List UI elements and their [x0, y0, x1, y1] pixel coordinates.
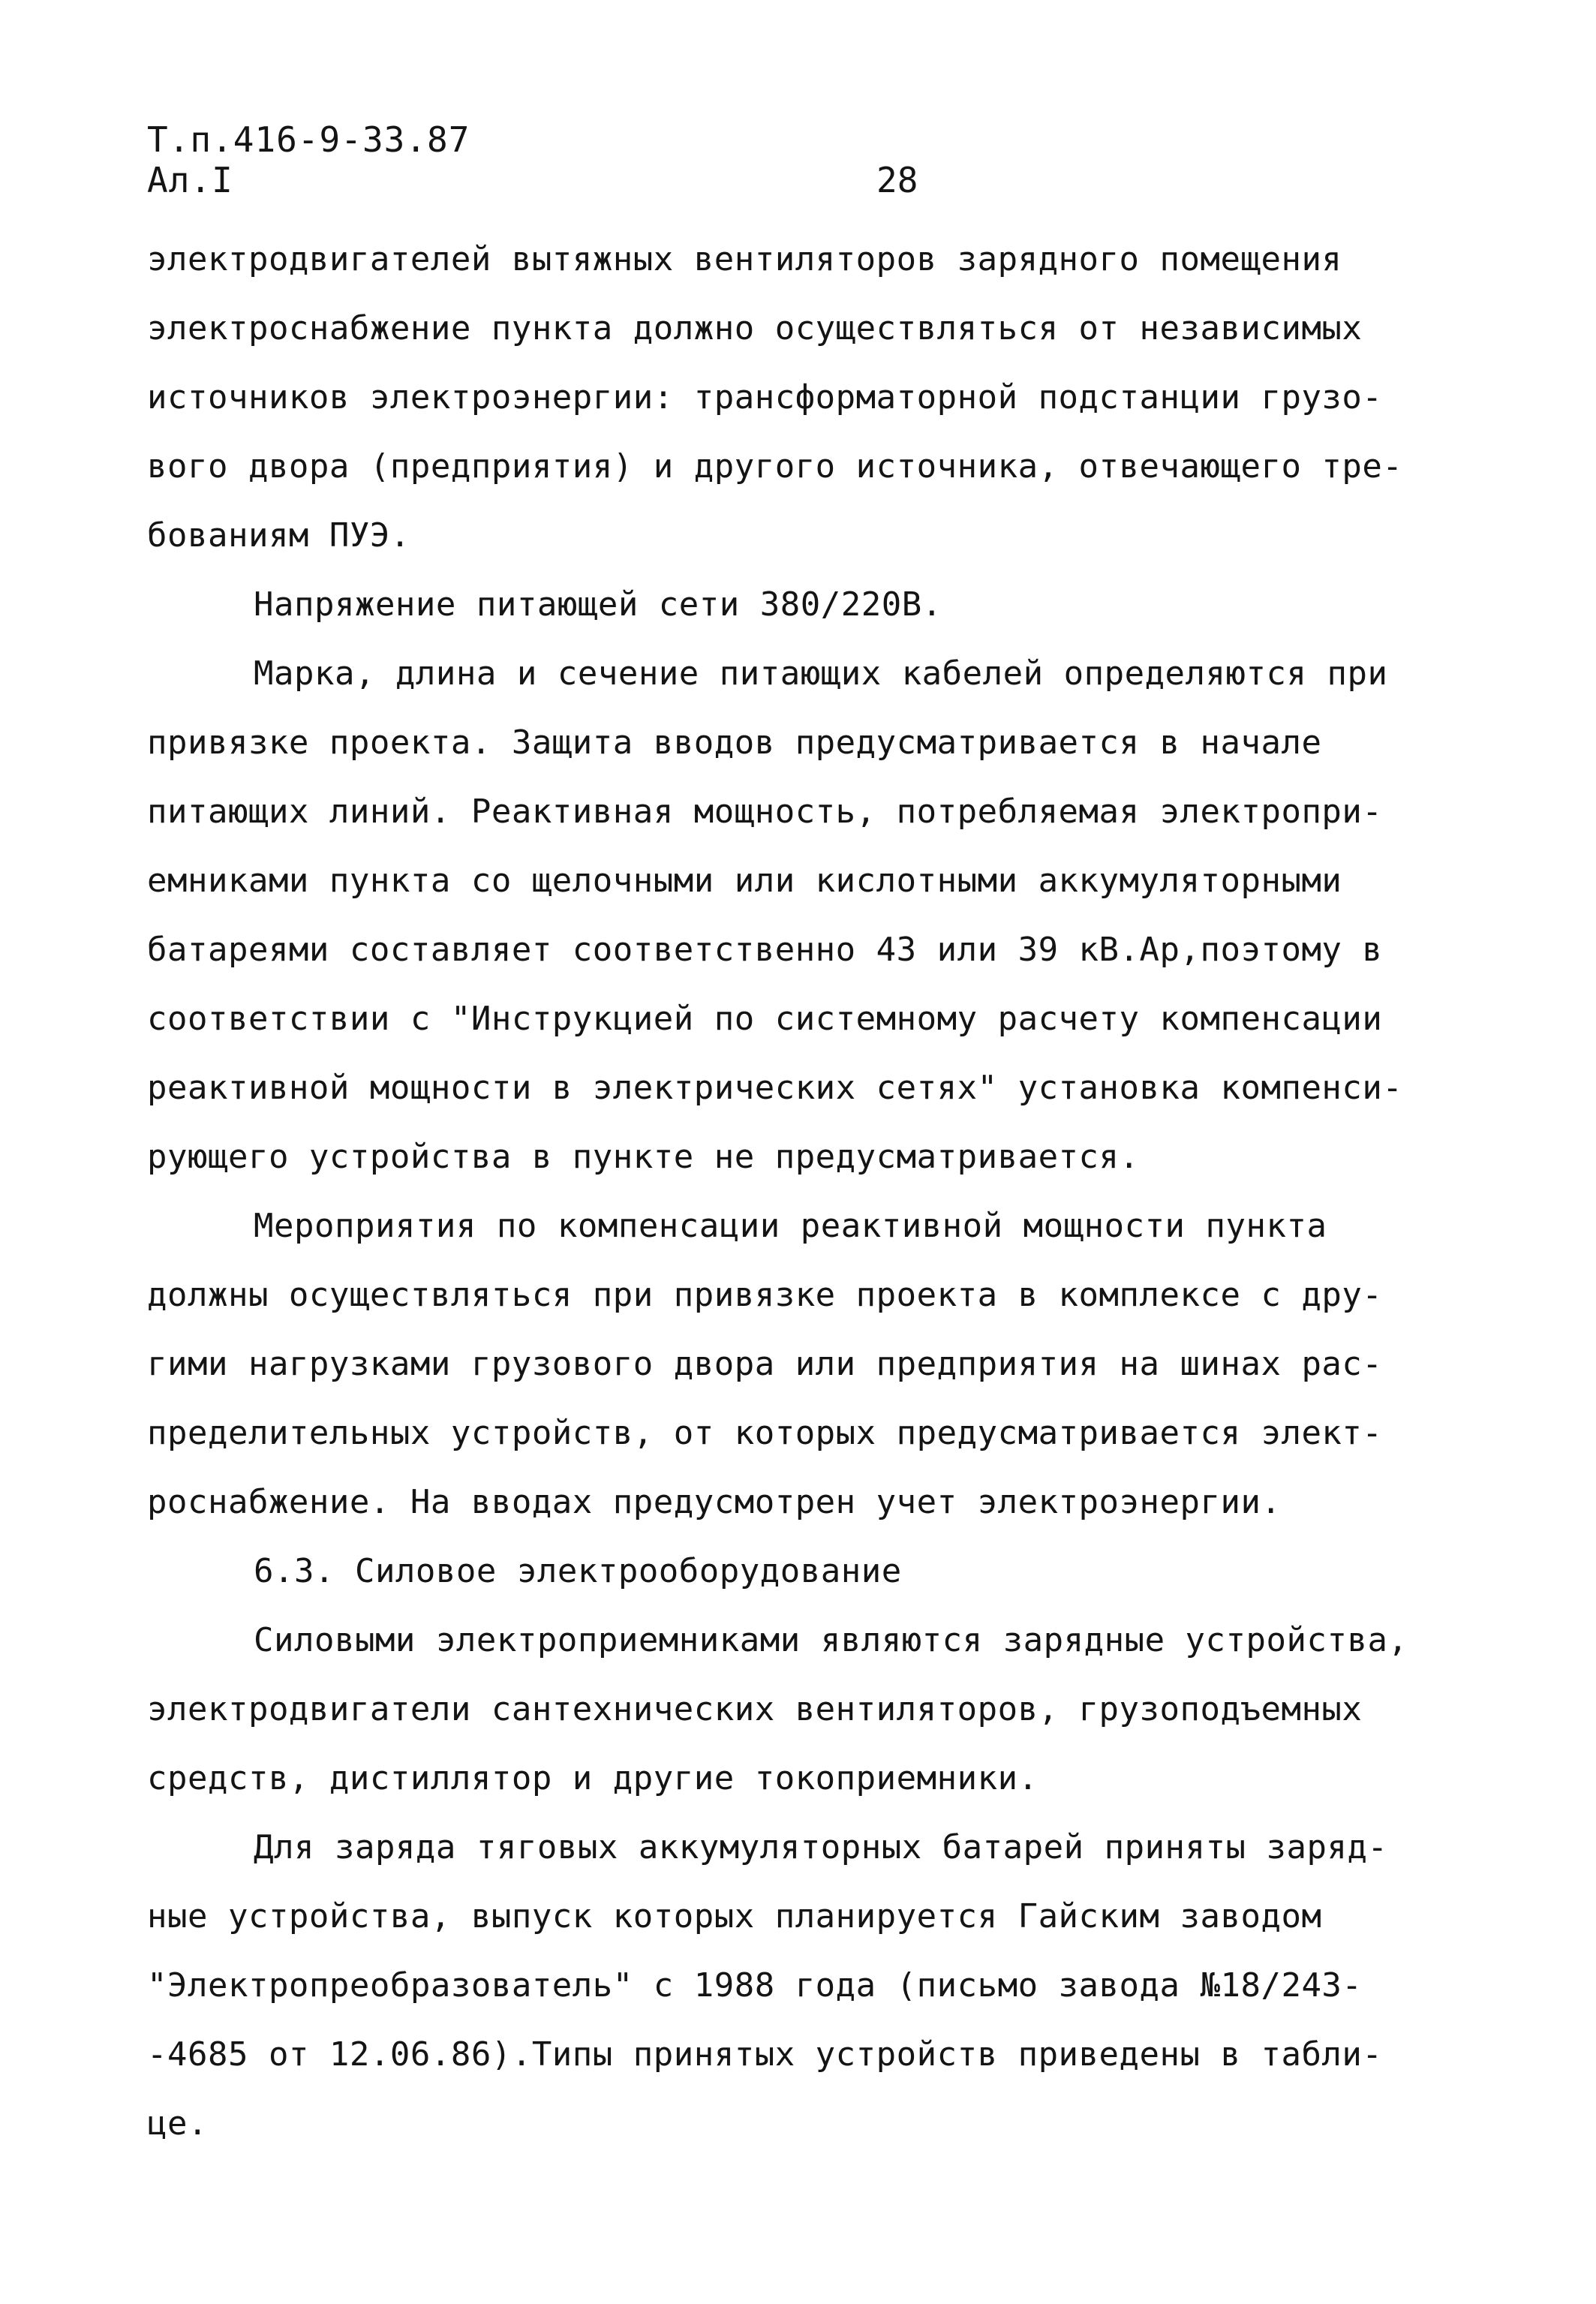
text-line: емниками пункта со щелочными или кислотными аккумуляторными: [147, 862, 1342, 900]
text-line: соответствии с "Инструкцией по системному расчету компенсации: [147, 1000, 1383, 1038]
text-line: привязке проекта. Защита вводов предусматривается в начале: [147, 723, 1322, 762]
text-line: батареями составляет соответственно 43 или 39 кВ.Ар,поэтому в: [147, 931, 1383, 969]
text-line: реактивной мощности в электрических сетях" установка компенси-: [147, 1069, 1403, 1107]
text-line: пределительных устройств, от которых предусматривается элект-: [147, 1414, 1383, 1452]
text-line: средств, дистиллятор и другие токоприемники.: [147, 1759, 1038, 1797]
text-line: бованиям ПУЭ.: [147, 516, 410, 555]
document-code: Т.п.416-9-33.87: [147, 119, 470, 160]
text-line: це.: [147, 2104, 208, 2143]
text-line: электроснабжение пункта должно осуществляться от независимых: [147, 309, 1363, 347]
body-text: [147, 225, 1490, 2158]
text-line: питающих линий. Реактивная мощность, потребляемая электропри-: [147, 793, 1383, 831]
text-line: ные устройства, выпуск которых планируется Гайским заводом: [147, 1897, 1322, 1936]
text-line: должны осуществляться при привязке проекта в комплексе с дру-: [147, 1276, 1383, 1314]
text-line: источников электроэнергии: трансформаторной подстанции грузо-: [147, 378, 1383, 417]
page-number: 28: [876, 160, 918, 200]
text-line: роснабжение. На вводах предусмотрен учет электроэнергии.: [147, 1483, 1282, 1521]
paragraph-start-line: Марка, длина и сечение питающих кабелей определяются при: [254, 654, 1388, 693]
sheet-label: Ал.I: [147, 160, 233, 200]
paragraph-start-line: Силовыми электроприемниками являются зарядные устройства,: [254, 1621, 1408, 1659]
text-line: -4685 от 12.06.86).Типы принятых устройств приведены в табли-: [147, 2035, 1383, 2074]
paragraph-start-line: Для заряда тяговых аккумуляторных батарей приняты заряд-: [254, 1828, 1388, 1866]
paragraph-start-line: Напряжение питающей сети 380/220В.: [254, 585, 942, 624]
text-line: вого двора (предприятия) и другого источника, отвечающего тре-: [147, 447, 1403, 486]
section-heading: 6.3. Силовое электрооборудование: [254, 1552, 902, 1590]
text-line: электродвигателей вытяжных вентиляторов зарядного помещения: [147, 240, 1342, 278]
text-line: "Электропреобразователь" с 1988 года (письмо завода №18/243-: [147, 1966, 1363, 2005]
paragraph-start-line: Мероприятия по компенсации реактивной мощности пункта: [254, 1207, 1327, 1245]
text-line: электродвигатели сантехнических вентиляторов, грузоподъемных: [147, 1690, 1363, 1728]
text-line: гими нагрузками грузового двора или предприятия на шинах рас-: [147, 1345, 1383, 1383]
text-line: рующего устройства в пункте не предусматривается.: [147, 1138, 1140, 1176]
